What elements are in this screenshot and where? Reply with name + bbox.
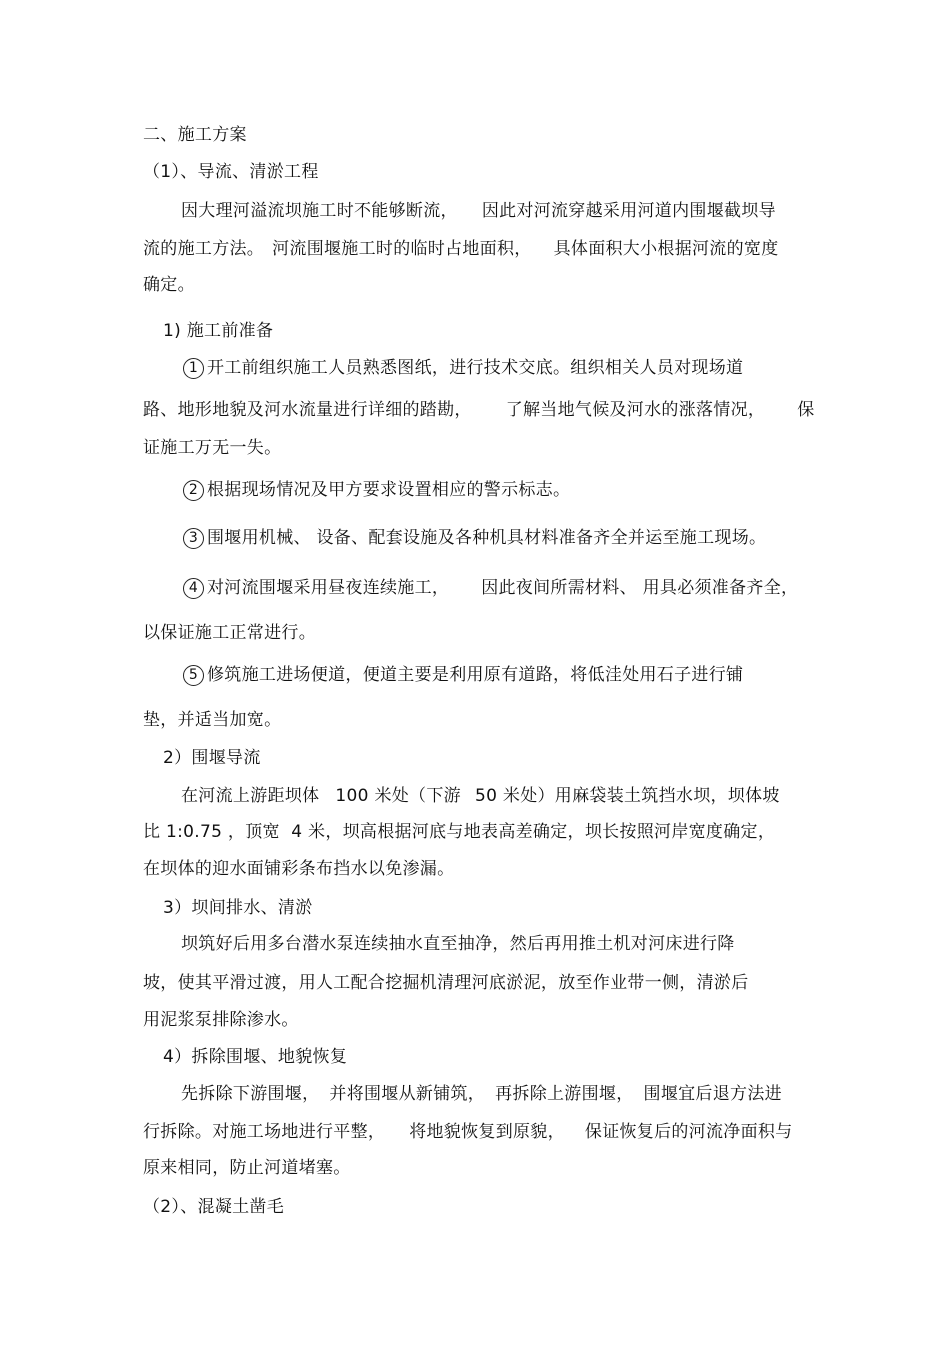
text-fragment: 保 <box>797 400 815 420</box>
paragraph-line: 坡，使其平滑过渡，用人工配合挖掘机清理河底淤泥，放至作业带一侧，清淤后 <box>143 973 749 993</box>
subsection-title: 2）围堰导流 <box>163 748 261 768</box>
numbered-item <box>183 479 570 501</box>
text-fragment: 因此对河流穿越采用河道内围堰截坝导 <box>481 201 776 221</box>
text-fragment: 开工前组织施工人员熟悉图纸，进行技术交底。组织相关人员对现场道 <box>207 358 744 378</box>
paragraph-line: 证施工万无一失。 <box>143 438 282 458</box>
text-fragment: 围堰宜后退方法进 <box>643 1084 782 1104</box>
numbered-item <box>183 664 743 686</box>
paragraph-line: 在坝体的迎水面铺彩条布挡水以免渗漏。 <box>143 859 455 879</box>
text-fragment: 修筑施工进场便道，便道主要是利用原有道路，将低洼处用石子进行铺 <box>207 665 744 685</box>
text-fragment: 根据现场情况及甲方要求设置相应的警示标志。 <box>207 480 571 500</box>
text-fragment: 具体面积大小根据河流的宽度 <box>553 239 779 259</box>
subsection-title: 4）拆除围堰、地貌恢复 <box>163 1047 348 1067</box>
subsection-title: 3）坝间排水、清淤 <box>163 898 313 918</box>
text-fragment: 将地貌恢复到原貌， <box>409 1122 565 1142</box>
paragraph-line <box>143 1121 793 1143</box>
text-fragment: 流的施工方法。 <box>143 239 265 259</box>
text-fragment: 因此夜间所需材料、 用具必须准备齐全， <box>481 578 799 598</box>
paragraph-line: 原来相同，防止河道堵塞。 <box>143 1158 351 1178</box>
paragraph-line <box>143 399 815 421</box>
text-fragment: 行拆除。对施工场地进行平整， <box>143 1122 386 1142</box>
part2-title: （2）、混凝土凿毛 <box>143 1197 285 1217</box>
text-fragment: 先拆除下游围堰， <box>181 1084 320 1104</box>
text-fragment: 因大理河溢流坝施工时不能够断流， <box>181 201 458 221</box>
paragraph-line <box>181 785 780 807</box>
text-fragment: 围堰用机械、 设备、配套设施及各种机具材料准备齐全并运至施工现场。 <box>207 528 767 548</box>
numbered-item <box>183 577 798 599</box>
circled-number-2: 2 <box>183 480 204 501</box>
text-fragment: 河流围堰施工时的临时占地面积， <box>272 239 532 259</box>
text-fragment: 50 米处）用麻袋装土筑挡水坝，坝体坡 <box>474 786 780 806</box>
text-fragment: 在河流上游距坝体 <box>181 786 320 806</box>
text-fragment: 100 米处（下游 <box>335 786 461 806</box>
paragraph-line <box>181 1083 782 1105</box>
text-fragment: 了解当地气候及河水的涨落情况， <box>505 400 766 420</box>
paragraph-line: 垫，并适当加宽。 <box>143 710 282 730</box>
paragraph-line: 确定。 <box>143 275 195 295</box>
paragraph-line: 坝筑好后用多台潜水泵连续抽水直至抽净，然后再用推土机对河床进行降 <box>181 934 735 954</box>
paragraph-line <box>143 238 779 260</box>
text-fragment: 再拆除上游围堰， <box>495 1084 634 1104</box>
text-fragment: 保证恢复后的河流净面积与 <box>584 1122 793 1142</box>
subsection-title: 1) 施工前准备 <box>163 321 274 341</box>
circled-number-5: 5 <box>183 665 204 686</box>
section-title: 二、施工方案 <box>143 125 247 145</box>
paragraph-line: 以保证施工正常进行。 <box>143 623 316 643</box>
text-fragment: 并将围堰从新铺筑， <box>329 1084 486 1104</box>
part1-title: （1）、导流、清淤工程 <box>143 162 319 182</box>
numbered-item <box>183 527 766 549</box>
circled-number-4: 4 <box>183 578 204 599</box>
paragraph-line: 比 1:0.75 ，顶宽 4 米，坝高根据河底与地表高差确定，坝长按照河岸宽度确定， <box>143 822 776 842</box>
circled-number-1: 1 <box>183 358 204 379</box>
numbered-item <box>183 357 743 379</box>
text-fragment: 对河流围堰采用昼夜连续施工， <box>207 578 450 598</box>
paragraph-line <box>181 200 776 222</box>
text-fragment: 路、地形地貌及河水流量进行详细的踏勘， <box>143 400 472 420</box>
circled-number-3: 3 <box>183 528 204 549</box>
paragraph-line: 用泥浆泵排除渗水。 <box>143 1010 299 1030</box>
